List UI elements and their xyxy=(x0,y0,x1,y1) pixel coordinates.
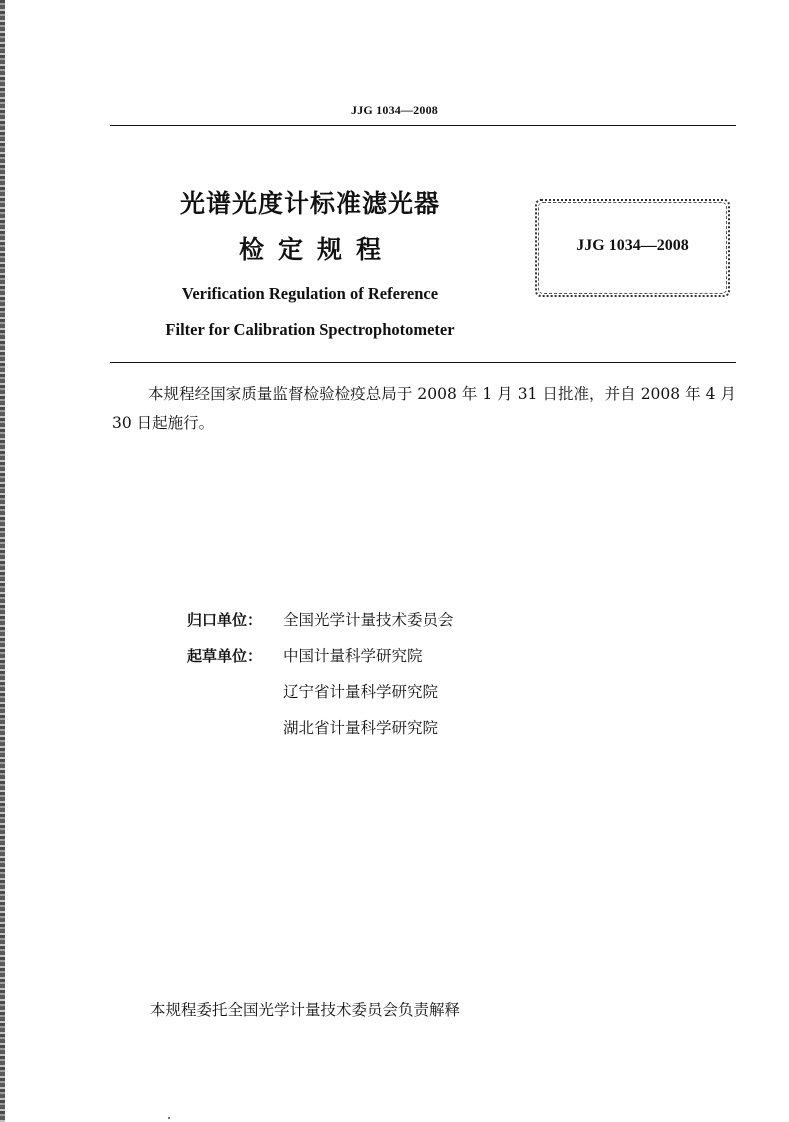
regulation-code: JJG 1034—2008 xyxy=(576,237,689,254)
title-english-line-1: Verification Regulation of Reference xyxy=(181,284,439,303)
responsible-unit-value: 全国光学计量技术委员会 xyxy=(283,611,454,629)
drafting-unit-row xyxy=(187,714,454,750)
interpretation-note: 本规程委托全国光学计量技术委员会负责解释 xyxy=(150,1001,461,1019)
regulation-code-box xyxy=(535,199,730,297)
drafting-unit-value: 湖北省计量科学研究院 xyxy=(283,719,439,737)
header-rule xyxy=(110,125,736,126)
approval-statement: 本规程经国家质量监督检验检疫总局于 2008 年 1 月 31 日批准，并自 2008 年 4 月 30 日起施行。 xyxy=(112,385,736,432)
title-chinese-line-2: 检定规程 xyxy=(238,235,395,264)
title-chinese-line-1: 光谱光度计标准滤光器 xyxy=(179,189,440,218)
drafting-unit-value: 辽宁省计量科学研究院 xyxy=(283,683,439,701)
drafting-unit-row xyxy=(187,678,454,714)
responsible-unit-label: 归口单位： xyxy=(187,611,263,629)
running-header-code: JJG 1034—2008 xyxy=(351,103,438,117)
drafting-unit-value: 中国计量科学研究院 xyxy=(283,647,423,665)
title-english-line-2: Filter for Calibration Spectrophotometer xyxy=(165,320,455,339)
scan-speck xyxy=(168,1117,170,1119)
title-rule xyxy=(110,362,736,363)
scan-edge xyxy=(0,0,5,1122)
responsible-unit-row xyxy=(187,606,454,642)
units-block xyxy=(187,606,454,750)
drafting-unit-label: 起草单位： xyxy=(187,647,263,665)
drafting-unit-row xyxy=(187,642,454,678)
